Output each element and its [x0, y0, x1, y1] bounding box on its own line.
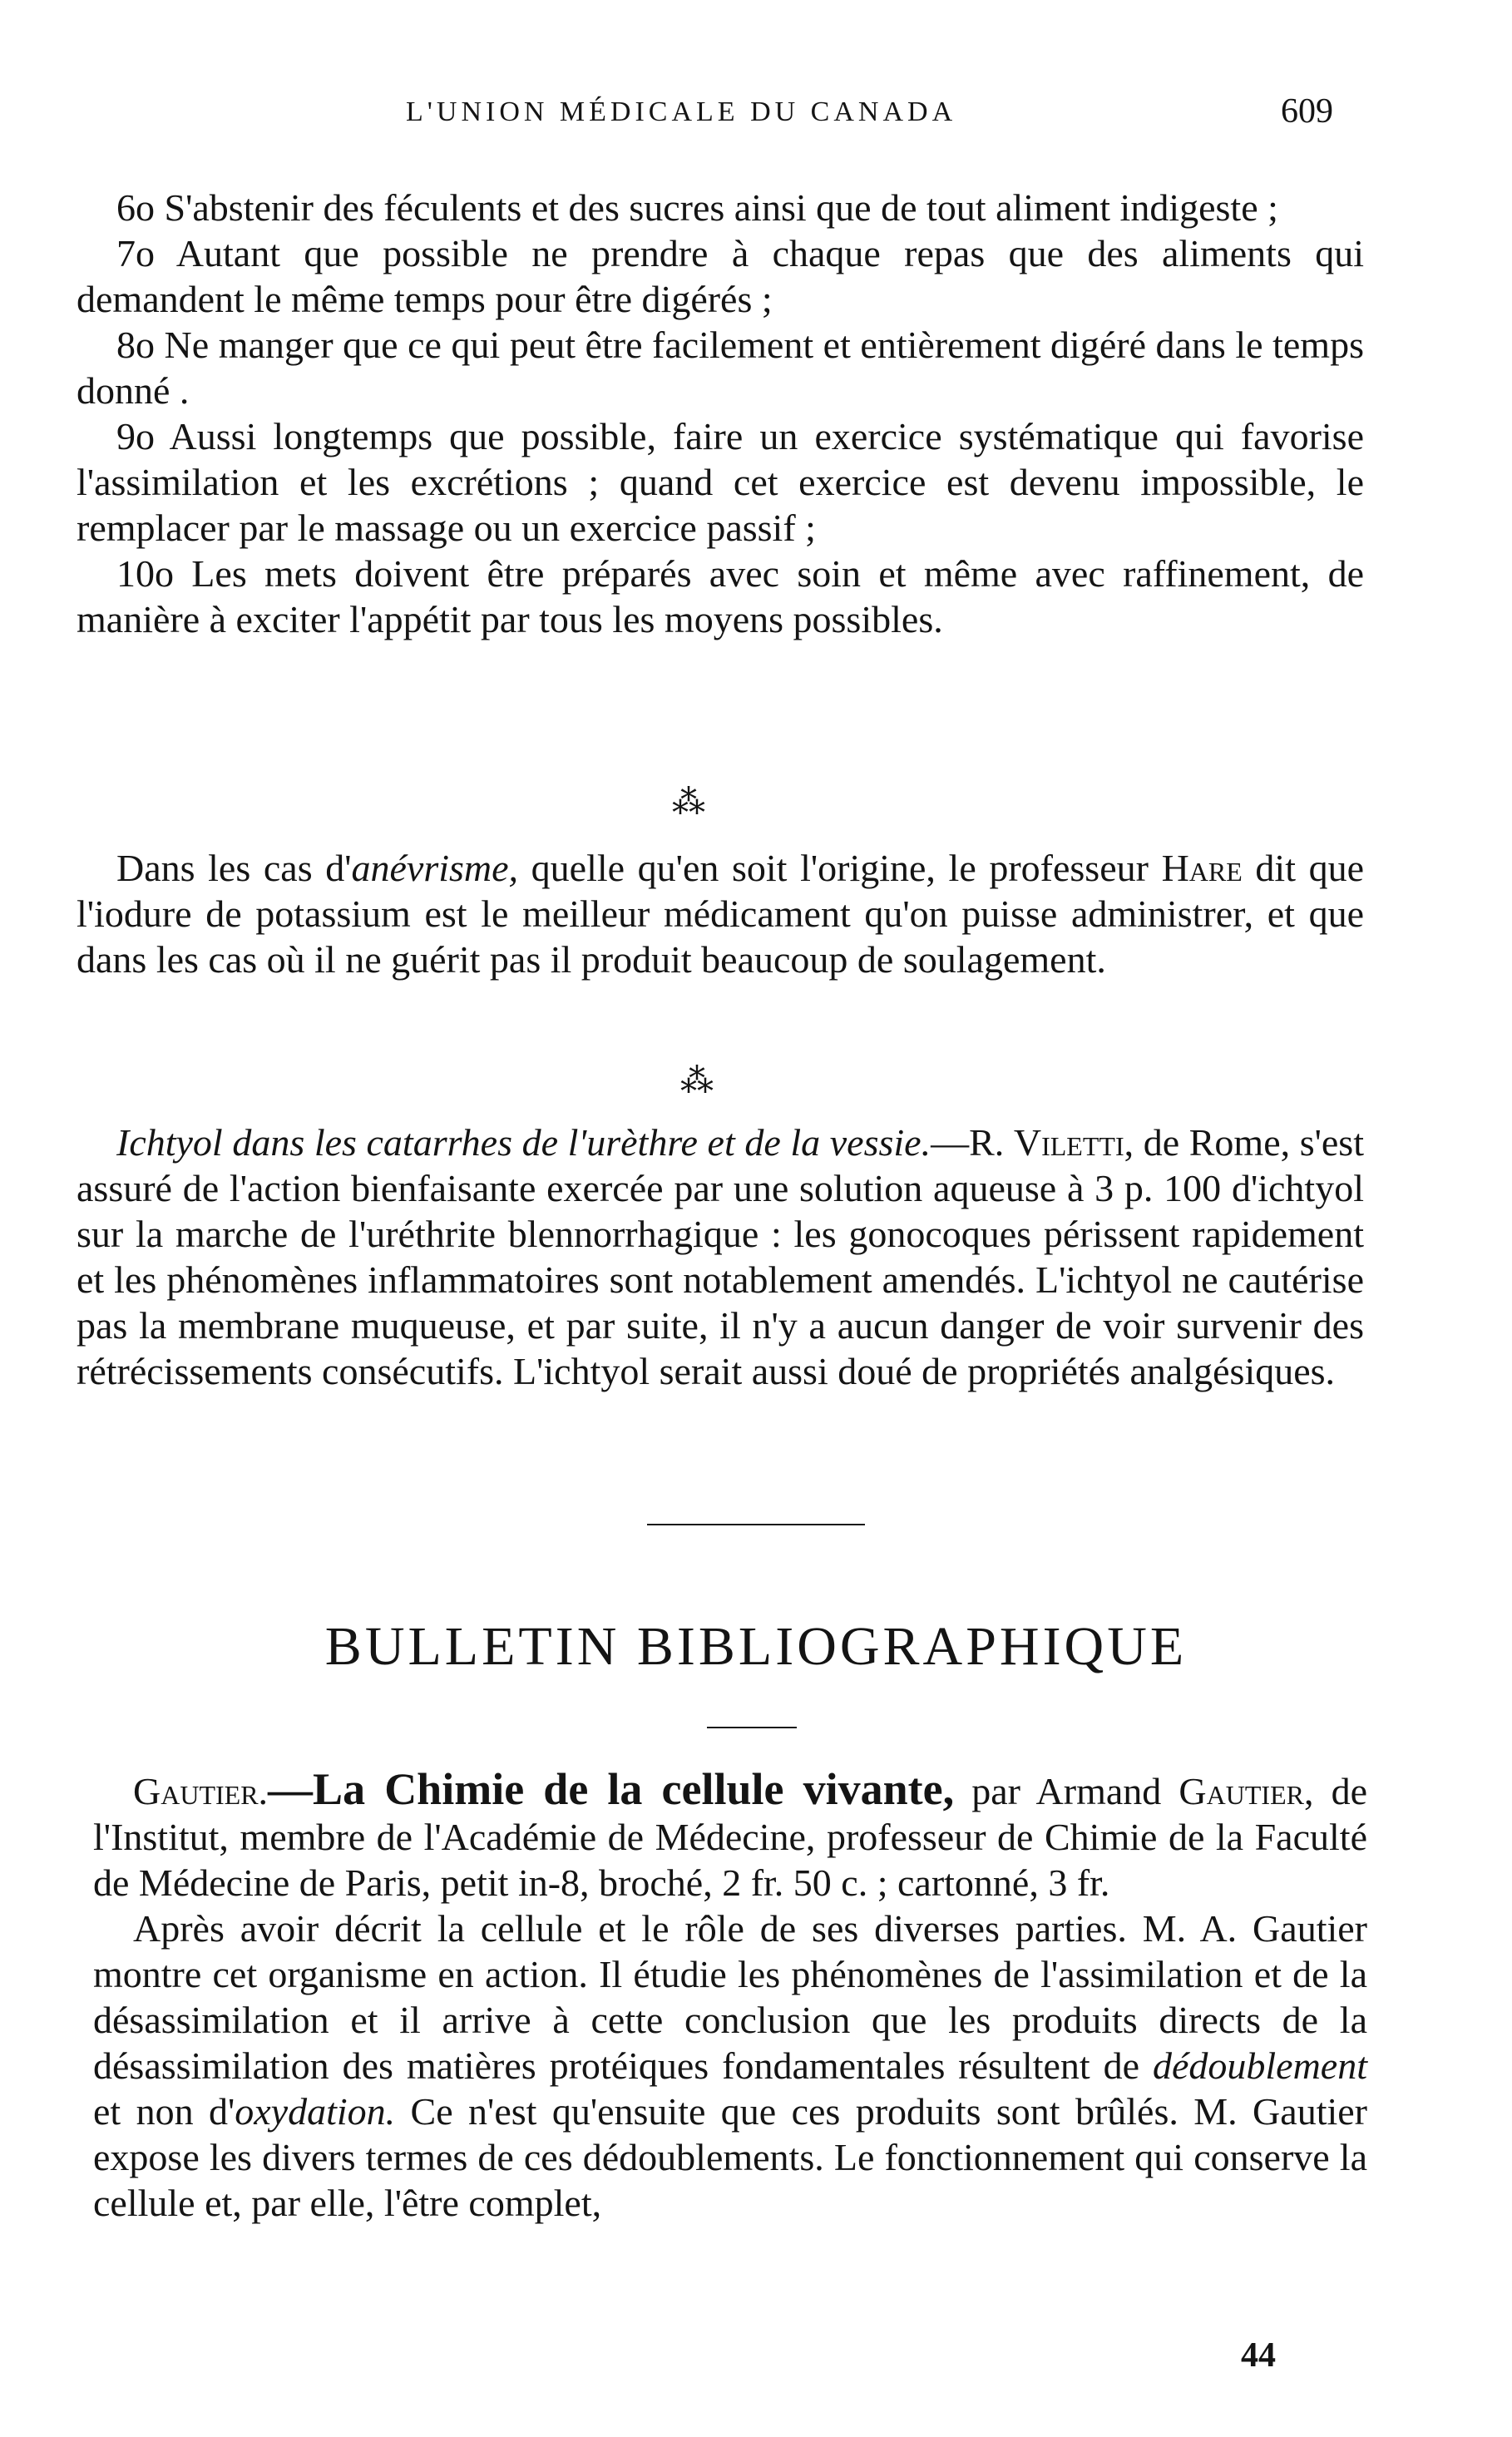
rule-7: 7o Autant que possible ne prendre à chaque repas que des aliments qui demandent le même temps pour être digérés ; [77, 232, 1364, 320]
ichtyol-heading: Ichtyol dans les catarrhes de l'urèthre et de la vessie. [116, 1121, 931, 1164]
title-underline [707, 1727, 797, 1728]
section-title: BULLETIN BIBLIOGRAPHIQUE [324, 1616, 1188, 1677]
page-header [0, 91, 1512, 141]
author-hare: Hare [1161, 847, 1243, 889]
rule-6: 6o S'abstenir des féculents et des sucres ainsi que de tout aliment indigeste ; [116, 186, 1278, 229]
aneurysm-paragraph: Dans les cas d'anévrisme, quelle qu'en soit l'origine, le professeur Hare dit que l'iodure de potassium est le meilleur médicament qu'on puisse administrer, et que dans les cas où il ne guérit pas il produit beaucoup de soulagement. [77, 847, 1364, 981]
author-lead: Gautier. [133, 1770, 269, 1812]
diet-rules-list [77, 185, 1364, 642]
author-viletti: Viletti [1013, 1121, 1124, 1164]
rule-10: 10o Les mets doivent être préparés avec soin et même avec raffinement, de manière à exciter l'appétit par tous les moyens possibles. [77, 552, 1364, 640]
book-citation: Gautier.—La Chimie de la cellule vivante, par Armand Gautier, de l'Institut, membre de l'Académie de Médecine, professeur de Chimie de la Faculté de Médecine de Paris, petit in-8, broché, 2 fr. 50 c. ; cartonné, 3 fr. [93, 1764, 1368, 1904]
running-head: L'UNION MÉDICALE DU CANADA [406, 96, 957, 127]
book-title: —La Chimie de la cellule vivante, [268, 1764, 955, 1814]
section-divider [647, 1524, 865, 1525]
ichtyol-paragraph: Ichtyol dans les catarrhes de l'urèthre et de la vessie.—R. Viletti, de Rome, s'est assuré de l'action bienfaisante exercée par une solution aqueuse à 3 p. 100 d'ichtyol sur la marche de l'uréthrite blennorrhagique : les gonocoques périssent rapidement et les phénomènes inflammatoires sont notablement amendés. L'ichtyol ne cautérise pas la membrane muqueuse, et par suite, il n'y a aucun danger de voir survenir des rétrécissements consécutifs. L'ichtyol serait aussi doué de propriétés analgésiques. [77, 1121, 1364, 1392]
asterism-separator: ⁂ [672, 783, 707, 821]
book-review: Après avoir décrit la cellule et le rôle de ses diverses parties. M. A. Gautier montre cet organisme en action. Il étudie les phénomènes de l'assimilation et de la désassimilation et il arrive à cette conclusion que les produits directs de la désassimilation des matières protéiques fondamentales résultent de dédoublement et non d'oxydation. Ce n'est qu'ensuite que ces produits sont brûlés. M. Gautier expose les divers termes de ces dédoublements. Le fonctionnement qui conserve la cellule et, par elle, l'être complet, [93, 1907, 1367, 2224]
rule-9: 9o Aussi longtemps que possible, faire un exercice systématique qui favorise l'assimilation et les excrétions ; quand cet exercice est devenu impossible, le remplacer par le massage ou un exercice passif ; [77, 415, 1364, 549]
author-name: Gautier [1178, 1770, 1304, 1812]
rule-8: 8o Ne manger que ce qui peut être facilement et entièrement digéré dans le temps donné . [77, 324, 1364, 412]
asterism-separator: ⁂ [680, 1062, 715, 1100]
aneurysm-term: anévrisme, [351, 847, 519, 889]
signature-mark: 44 [1241, 2336, 1276, 2375]
page-number: 609 [1281, 92, 1333, 131]
bibliography-entry [93, 1764, 1368, 2226]
